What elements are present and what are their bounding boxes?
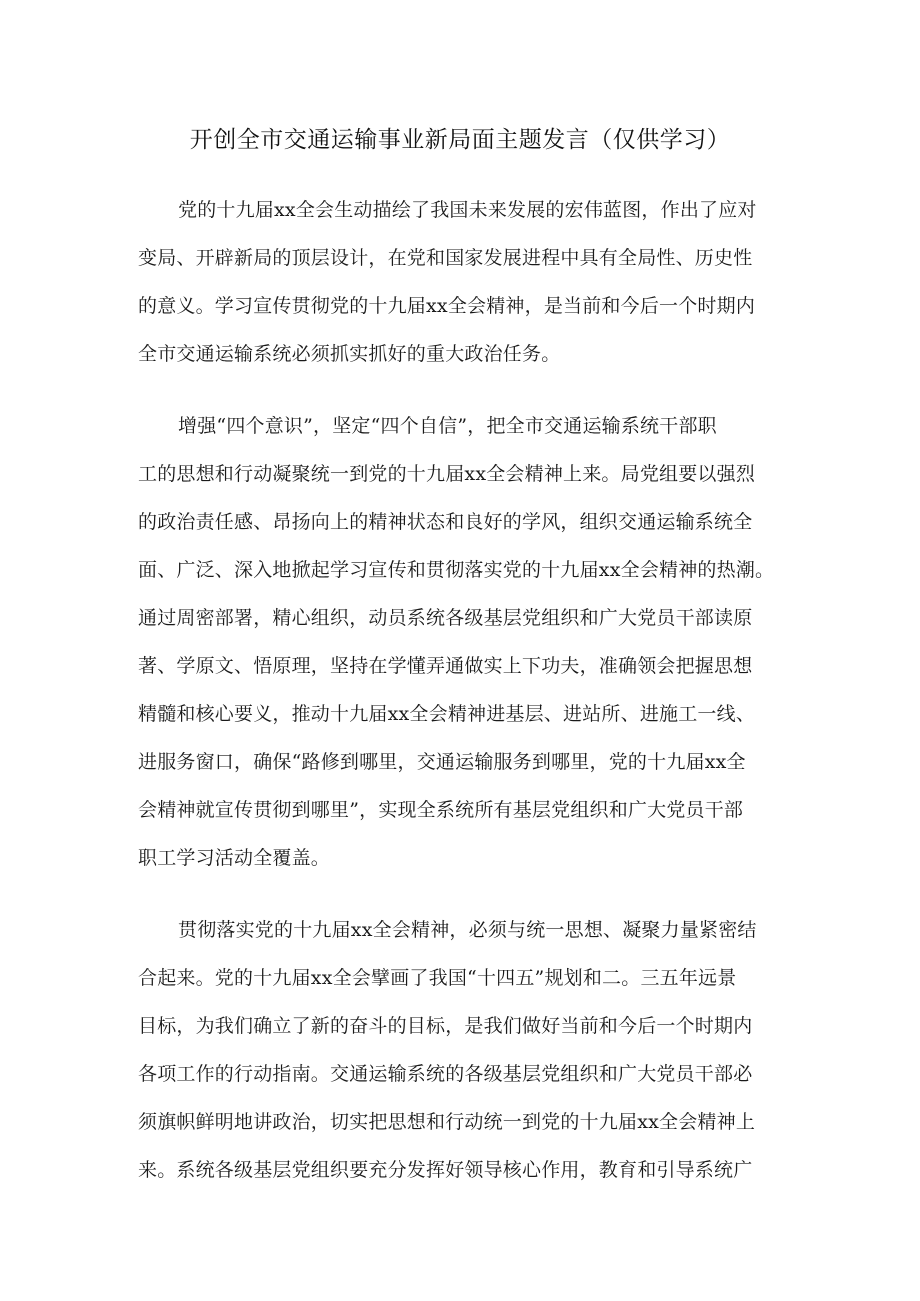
text-line: 来。系统各级基层党组织要充分发挥好领导核心作用，教育和引导系统广 — [138, 1159, 753, 1181]
document-title: 开创全市交通运输事业新局面主题发言（仅供学习） — [189, 127, 731, 153]
text-line: 进服务窗口，确保“路修到哪里，交通运输服务到哪里，党的十九届xx全 — [138, 751, 746, 773]
text-line: 党的十九届xx全会生动描绘了我国未来发展的宏伟蓝图，作出了应对 — [178, 199, 757, 221]
text-line: 增强“四个意识”，坚定“四个自信”，把全市交通运输系统干部职 — [178, 415, 717, 437]
text-line: 贯彻落实党的十九届xx全会精神，必须与统一思想、凝聚力量紧密结 — [178, 919, 757, 941]
text-line: 职工学习活动全覆盖。 — [138, 847, 331, 869]
text-line: 变局、开辟新局的顶层设计，在党和国家发展进程中具有全局性、历史性 — [138, 247, 753, 269]
text-line: 各项工作的行动指南。交通运输系统的各级基层党组织和广大党员干部必 — [138, 1063, 753, 1085]
text-line: 通过周密部署，精心组织，动员系统各级基层党组织和广大党员干部读原 — [138, 607, 753, 629]
text-line: 合起来。党的十九届xx全会擘画了我国“十四五”规划和二。三五年远景 — [138, 967, 737, 989]
paragraph-3 — [138, 906, 790, 1194]
text-line: 全市交通运输系统必须抓实抓好的重大政治任务。 — [138, 343, 561, 365]
text-line: 会精神就宣传贯彻到哪里”，实现全系统所有基层党组织和广大党员干部 — [138, 799, 744, 821]
text-line: 的意义。学习宣传贯彻党的十九届xx全会精神，是当前和今后一个时期内 — [138, 295, 756, 317]
text-line: 的政治责任感、昂扬向上的精神状态和良好的学风，组织交通运输系统全 — [138, 511, 753, 533]
document-body — [138, 186, 790, 1218]
paragraph-1 — [138, 186, 790, 378]
text-line: 著、学原文、悟原理，坚持在学懂弄通做实上下功夫，准确领会把握思想 — [138, 655, 753, 677]
text-line: 面、广泛、深入地掀起学习宣传和贯彻落实党的十九届xx全会精神的热潮。 — [138, 559, 775, 581]
paragraph-2 — [138, 402, 790, 882]
text-line: 工的思想和行动凝聚统一到党的十九届xx全会精神上来。局党组要以强烈 — [138, 463, 756, 485]
text-line: 须旗帜鲜明地讲政治，切实把思想和行动统一到党的十九届xx全会精神上 — [138, 1111, 756, 1133]
text-line: 精髓和核心要义，推动十九届xx全会精神进基层、进站所、进施工一线、 — [138, 703, 756, 725]
text-line: 目标，为我们确立了新的奋斗的目标，是我们做好当前和今后一个时期内 — [138, 1015, 753, 1037]
